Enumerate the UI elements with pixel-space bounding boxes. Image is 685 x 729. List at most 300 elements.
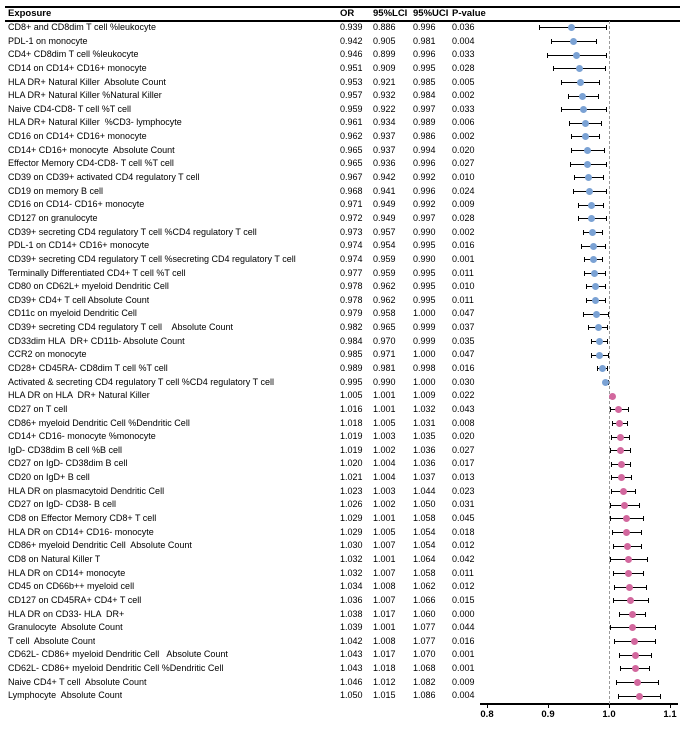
- uci-value: 1.064: [413, 553, 436, 564]
- uci-value: 1.070: [413, 649, 436, 660]
- forest-row: [0, 76, 685, 90]
- uci-value: 0.995: [413, 294, 436, 305]
- forest-row: [0, 430, 685, 444]
- lci-value: 0.970: [373, 335, 396, 346]
- lci-value: 0.959: [373, 253, 396, 264]
- forest-row: [0, 662, 685, 676]
- ci-cap-right: [605, 271, 606, 276]
- ci-cap-left: [586, 284, 587, 289]
- pvalue-value: 0.033: [452, 103, 475, 114]
- or-point: [577, 79, 584, 86]
- ci-cap-left: [584, 257, 585, 262]
- uci-value: 0.992: [413, 199, 436, 210]
- uci-value: 1.036: [413, 444, 436, 455]
- exposure-label: Granulocyte Absolute Count: [8, 622, 123, 633]
- uci-value: 1.054: [413, 540, 436, 551]
- col-header-or: OR: [340, 8, 355, 19]
- forest-row: [0, 567, 685, 581]
- uci-value: 1.086: [413, 690, 436, 701]
- uci-value: 1.050: [413, 499, 436, 510]
- or-point: [584, 161, 591, 168]
- axis-tick-label: 0.8: [480, 709, 494, 720]
- pvalue-value: 0.002: [452, 226, 475, 237]
- exposure-label: CD127 on CD45RA+ CD4+ T cell: [8, 594, 142, 605]
- axis-tick-mark: [670, 704, 671, 708]
- or-value: 0.995: [340, 376, 363, 387]
- exposure-label: CD39+ secreting CD4 regulatory T cell %secreting CD4 regulatory T cell: [8, 253, 296, 264]
- pvalue-value: 0.001: [452, 649, 475, 660]
- or-value: 1.042: [340, 635, 363, 646]
- col-header-lci: 95%LCI: [373, 8, 408, 19]
- exposure-label: CD8 on Effector Memory CD8+ T cell: [8, 513, 157, 524]
- or-point: [595, 324, 602, 331]
- uci-value: 0.996: [413, 22, 436, 32]
- lci-value: 1.001: [373, 622, 396, 633]
- lci-value: 0.922: [373, 103, 396, 114]
- ci-cap-right: [641, 530, 642, 535]
- or-point: [625, 556, 632, 563]
- ci-cap-right: [630, 462, 631, 467]
- uci-value: 0.998: [413, 363, 436, 373]
- or-point: [618, 474, 625, 481]
- ci-cap-left: [591, 353, 592, 358]
- lci-value: 1.007: [373, 567, 396, 578]
- ci-cap-left: [571, 148, 572, 153]
- pvalue-value: 0.002: [452, 131, 475, 142]
- or-point: [631, 638, 638, 645]
- ci-cap-right: [605, 298, 606, 303]
- or-value: 0.978: [340, 294, 363, 305]
- uci-value: 1.035: [413, 431, 436, 442]
- or-point: [573, 52, 580, 59]
- or-value: 0.985: [340, 349, 363, 360]
- lci-value: 0.936: [373, 158, 396, 169]
- pvalue-value: 0.028: [452, 212, 475, 223]
- lci-value: 1.002: [373, 444, 396, 455]
- lci-value: 1.003: [373, 431, 396, 442]
- uci-value: 1.062: [413, 581, 436, 592]
- exposure-label: CD39+ secreting CD4 regulatory T cell %CD4 regulatory T cell: [8, 226, 257, 237]
- or-point: [625, 570, 632, 577]
- ci-cap-left: [551, 39, 552, 44]
- ci-cap-right: [603, 175, 604, 180]
- pvalue-value: 0.023: [452, 485, 475, 496]
- ci-cap-left: [569, 121, 570, 126]
- uci-value: 1.054: [413, 526, 436, 537]
- col-header-uci: 95%UCI: [413, 8, 449, 19]
- ci-cap-left: [583, 312, 584, 317]
- ci-cap-right: [660, 694, 661, 699]
- ci-cap-left: [586, 298, 587, 303]
- ci-cap-left: [611, 462, 612, 467]
- or-value: 0.977: [340, 267, 363, 278]
- axis-tick-label: 0.9: [541, 709, 555, 720]
- lci-value: 1.001: [373, 553, 396, 564]
- or-point: [568, 24, 575, 31]
- pvalue-value: 0.022: [452, 390, 475, 401]
- uci-value: 0.995: [413, 281, 436, 292]
- or-value: 0.962: [340, 131, 363, 142]
- exposure-label: HLA DR on plasmacytoid Dendritic Cell: [8, 485, 165, 496]
- ci-cap-right: [643, 516, 644, 521]
- lci-value: 1.004: [373, 458, 396, 469]
- exposure-label: CD11c on myeloid Dendritic Cell: [8, 308, 137, 319]
- ci-cap-right: [607, 366, 608, 371]
- ci-cap-left: [610, 407, 611, 412]
- pvalue-value: 0.027: [452, 444, 475, 455]
- forest-row: [0, 621, 685, 635]
- exposure-label: IgD- CD38dim B cell %B cell: [8, 444, 123, 455]
- pvalue-value: 0.031: [452, 499, 475, 510]
- lci-value: 0.941: [373, 185, 396, 196]
- lci-value: 1.007: [373, 540, 396, 551]
- lci-value: 0.886: [373, 22, 396, 32]
- lci-value: 1.002: [373, 499, 396, 510]
- ci-cap-left: [610, 448, 611, 453]
- exposure-label: PDL-1 on CD14+ CD16+ monocyte: [8, 240, 150, 251]
- exposure-label: Naive CD4-CD8- T cell %T cell: [8, 103, 132, 114]
- or-value: 0.972: [340, 212, 363, 223]
- ci-cap-right: [603, 203, 604, 208]
- uci-value: 0.992: [413, 172, 436, 183]
- lci-value: 0.899: [373, 49, 396, 60]
- ci-cap-left: [613, 571, 614, 576]
- or-value: 1.038: [340, 608, 363, 619]
- lci-value: 0.949: [373, 199, 396, 210]
- lci-value: 1.005: [373, 417, 396, 428]
- forest-row: [0, 526, 685, 540]
- or-value: 0.974: [340, 253, 363, 264]
- or-value: 0.984: [340, 335, 363, 346]
- forest-row: [0, 62, 685, 76]
- or-value: 0.978: [340, 281, 363, 292]
- ci-cap-left: [571, 134, 572, 139]
- ci-cap-left: [619, 653, 620, 658]
- pvalue-value: 0.011: [452, 294, 474, 305]
- or-value: 1.032: [340, 567, 363, 578]
- forest-row: [0, 21, 685, 35]
- lci-value: 0.957: [373, 226, 396, 237]
- or-value: 1.030: [340, 540, 363, 551]
- exposure-label: HLA DR on CD33- HLA DR+: [8, 608, 125, 619]
- lci-value: 0.971: [373, 349, 396, 360]
- exposure-label: Terminally Differentiated CD4+ T cell %T cell: [8, 267, 186, 278]
- or-point: [620, 488, 627, 495]
- pvalue-value: 0.011: [452, 567, 474, 578]
- exposure-label: CD62L- CD86+ myeloid Dendritic Cell %Dendritic Cell: [8, 663, 224, 674]
- uci-value: 0.986: [413, 131, 436, 142]
- ci-cap-left: [553, 66, 554, 71]
- or-point: [636, 693, 643, 700]
- forest-row: [0, 608, 685, 622]
- forest-row: [0, 376, 685, 390]
- ci-cap-left: [573, 189, 574, 194]
- exposure-label: HLA DR+ Natural Killer Absolute Count: [8, 76, 166, 87]
- forest-row: [0, 635, 685, 649]
- ci-cap-right: [599, 134, 600, 139]
- pvalue-value: 0.001: [452, 663, 475, 674]
- uci-value: 0.996: [413, 49, 436, 60]
- lci-value: 1.008: [373, 635, 396, 646]
- lci-value: 0.921: [373, 76, 396, 87]
- ci-cap-right: [648, 598, 649, 603]
- ci-cap-left: [588, 325, 589, 330]
- or-point: [585, 174, 592, 181]
- lci-value: 1.001: [373, 390, 396, 401]
- pvalue-value: 0.005: [452, 76, 475, 87]
- ci-cap-left: [614, 585, 615, 590]
- exposure-label: HLA DR+ Natural Killer %Natural Killer: [8, 90, 162, 101]
- exposure-label: Naive CD4+ T cell Absolute Count: [8, 676, 147, 687]
- or-point: [590, 256, 597, 263]
- pvalue-value: 0.020: [452, 431, 475, 442]
- ci-cap-right: [602, 230, 603, 235]
- lci-value: 1.017: [373, 608, 396, 619]
- or-point: [623, 515, 630, 522]
- or-point: [609, 393, 616, 400]
- exposure-label: CD19 on memory B cell: [8, 185, 104, 196]
- exposure-label: PDL-1 on monocyte: [8, 35, 88, 46]
- uci-value: 1.077: [413, 635, 436, 646]
- exposure-label: CD28+ CD45RA- CD8dim T cell %T cell: [8, 363, 168, 373]
- forest-row: [0, 553, 685, 567]
- or-value: 1.043: [340, 663, 363, 674]
- uci-value: 1.077: [413, 622, 436, 633]
- uci-value: 0.996: [413, 158, 436, 169]
- ci-cap-left: [591, 339, 592, 344]
- ci-cap-right: [608, 353, 609, 358]
- or-point: [588, 202, 595, 209]
- uci-value: 0.996: [413, 185, 436, 196]
- pvalue-value: 0.008: [452, 417, 475, 428]
- forest-row: [0, 580, 685, 594]
- ci-cap-left: [570, 162, 571, 167]
- or-value: 0.961: [340, 117, 363, 128]
- lci-value: 0.962: [373, 281, 396, 292]
- or-value: 0.957: [340, 90, 363, 101]
- forest-row: [0, 648, 685, 662]
- pvalue-value: 0.030: [452, 376, 475, 387]
- or-point: [627, 597, 634, 604]
- pvalue-value: 0.012: [452, 540, 475, 551]
- or-value: 0.973: [340, 226, 363, 237]
- or-point: [624, 543, 631, 550]
- or-value: 1.026: [340, 499, 363, 510]
- lci-value: 0.909: [373, 62, 396, 73]
- axis-tick-mark: [487, 704, 488, 708]
- forest-row: [0, 89, 685, 103]
- uci-value: 0.999: [413, 322, 436, 333]
- ci-cap-left: [611, 489, 612, 494]
- forest-row: [0, 594, 685, 608]
- or-value: 0.939: [340, 22, 363, 32]
- exposure-label: CD80 on CD62L+ myeloid Dendritic Cell: [8, 281, 169, 292]
- pvalue-value: 0.024: [452, 185, 475, 196]
- or-point: [629, 624, 636, 631]
- or-value: 1.021: [340, 472, 363, 483]
- lci-value: 0.934: [373, 117, 396, 128]
- uci-value: 1.044: [413, 485, 436, 496]
- or-point: [593, 311, 600, 318]
- ci-cap-right: [630, 448, 631, 453]
- exposure-label: CD86+ myeloid Dendritic Cell %Dendritic Cell: [8, 417, 190, 428]
- pvalue-value: 0.044: [452, 622, 475, 633]
- ci-cap-right: [607, 339, 608, 344]
- uci-value: 0.989: [413, 117, 436, 128]
- forest-row: [0, 171, 685, 185]
- exposure-label: CD39+ secreting CD4 regulatory T cell Absolute Count: [8, 322, 234, 333]
- or-point: [579, 93, 586, 100]
- or-value: 1.050: [340, 690, 363, 701]
- forest-row: [0, 444, 685, 458]
- ci-cap-left: [610, 625, 611, 630]
- pvalue-value: 0.016: [452, 363, 475, 373]
- ci-cap-right: [604, 148, 605, 153]
- or-value: 0.979: [340, 308, 363, 319]
- forest-row: [0, 485, 685, 499]
- ci-cap-right: [651, 653, 652, 658]
- ci-cap-right: [629, 435, 630, 440]
- or-value: 0.965: [340, 144, 363, 155]
- or-point: [592, 283, 599, 290]
- ci-cap-right: [658, 680, 659, 685]
- pvalue-value: 0.015: [452, 594, 475, 605]
- lci-value: 1.017: [373, 649, 396, 660]
- ci-cap-left: [578, 203, 579, 208]
- or-value: 1.029: [340, 526, 363, 537]
- uci-value: 1.009: [413, 390, 436, 401]
- forest-row: [0, 157, 685, 171]
- pvalue-value: 0.011: [452, 267, 474, 278]
- lci-value: 0.990: [373, 376, 396, 387]
- exposure-label: CD14 on CD14+ CD16+ monocyte: [8, 62, 147, 73]
- or-value: 0.942: [340, 35, 363, 46]
- pvalue-value: 0.004: [452, 690, 475, 701]
- exposure-label: CD86+ myeloid Dendritic Cell Absolute Count: [8, 540, 192, 551]
- ci-cap-right: [606, 25, 607, 30]
- forest-row: [0, 130, 685, 144]
- ci-cap-right: [627, 421, 628, 426]
- forest-row: [0, 294, 685, 308]
- exposure-label: T cell Absolute Count: [8, 635, 96, 646]
- pvalue-value: 0.042: [452, 553, 475, 564]
- ci-cap-right: [608, 312, 609, 317]
- ci-cap-right: [639, 503, 640, 508]
- ci-cap-right: [606, 189, 607, 194]
- forest-row: [0, 144, 685, 158]
- ci-cap-left: [610, 516, 611, 521]
- uci-value: 0.990: [413, 253, 436, 264]
- or-value: 1.020: [340, 458, 363, 469]
- lci-value: 0.949: [373, 212, 396, 223]
- or-point: [596, 338, 603, 345]
- pvalue-value: 0.033: [452, 49, 475, 60]
- or-point: [632, 652, 639, 659]
- lci-value: 0.942: [373, 172, 396, 183]
- exposure-label: CD39+ CD4+ T cell Absolute Count: [8, 294, 150, 305]
- exposure-label: CD27 on IgD- CD38dim B cell: [8, 458, 128, 469]
- forest-row: [0, 280, 685, 294]
- or-point: [599, 365, 606, 372]
- ci-cap-left: [539, 25, 540, 30]
- pvalue-value: 0.009: [452, 199, 475, 210]
- or-value: 1.023: [340, 485, 363, 496]
- ci-cap-left: [620, 666, 621, 671]
- or-value: 1.019: [340, 444, 363, 455]
- pvalue-value: 0.002: [452, 90, 475, 101]
- uci-value: 0.995: [413, 62, 436, 73]
- exposure-label: HLA DR on HLA DR+ Natural Killer: [8, 390, 150, 401]
- uci-value: 1.000: [413, 376, 436, 387]
- lci-value: 0.937: [373, 131, 396, 142]
- or-value: 1.005: [340, 390, 363, 401]
- pvalue-value: 0.047: [452, 308, 475, 319]
- lci-value: 0.962: [373, 294, 396, 305]
- lci-value: 0.965: [373, 322, 396, 333]
- forest-row: [0, 239, 685, 253]
- forest-row: [0, 267, 685, 281]
- uci-value: 1.058: [413, 567, 436, 578]
- lci-value: 1.001: [373, 513, 396, 524]
- ci-cap-right: [628, 407, 629, 412]
- ci-cap-right: [605, 284, 606, 289]
- uci-value: 1.036: [413, 458, 436, 469]
- forest-row: [0, 226, 685, 240]
- uci-value: 0.994: [413, 144, 436, 155]
- pvalue-value: 0.010: [452, 172, 475, 183]
- pvalue-value: 0.045: [452, 513, 475, 524]
- or-value: 1.029: [340, 513, 363, 524]
- exposure-label: Activated & secreting CD4 regulatory T cell %CD4 regulatory T cell: [8, 376, 274, 387]
- ci-cap-left: [610, 503, 611, 508]
- or-point: [616, 420, 623, 427]
- ci-cap-right: [606, 216, 607, 221]
- exposure-label: CD14+ CD16- monocyte %monocyte: [8, 431, 156, 442]
- lci-value: 0.905: [373, 35, 396, 46]
- forest-row: [0, 348, 685, 362]
- table-header: [0, 7, 685, 20]
- or-point: [592, 297, 599, 304]
- pvalue-value: 0.013: [452, 472, 475, 483]
- forest-row: [0, 212, 685, 226]
- forest-row: [0, 253, 685, 267]
- uci-value: 0.999: [413, 335, 436, 346]
- ci-cap-left: [611, 475, 612, 480]
- or-point: [570, 38, 577, 45]
- ci-cap-right: [655, 625, 656, 630]
- exposure-label: CD8 on Natural Killer T: [8, 553, 101, 564]
- axis-line: [480, 703, 678, 705]
- forest-row: [0, 676, 685, 690]
- or-value: 0.974: [340, 240, 363, 251]
- forest-row: [0, 512, 685, 526]
- ci-cap-right: [645, 612, 646, 617]
- uci-value: 1.060: [413, 608, 436, 619]
- lci-value: 1.018: [373, 663, 396, 674]
- or-value: 0.965: [340, 158, 363, 169]
- exposure-label: CD33dim HLA DR+ CD11b- Absolute Count: [8, 335, 185, 346]
- pvalue-value: 0.037: [452, 322, 475, 333]
- uci-value: 0.981: [413, 35, 436, 46]
- exposure-label: CD14+ CD16+ monocyte Absolute Count: [8, 144, 175, 155]
- exposure-label: CD4+ CD8dim T cell %leukocyte: [8, 49, 139, 60]
- ci-cap-right: [602, 257, 603, 262]
- pvalue-value: 0.018: [452, 526, 475, 537]
- forest-row: [0, 321, 685, 335]
- or-value: 1.039: [340, 622, 363, 633]
- exposure-label: CD27 on IgD- CD38- B cell: [8, 499, 117, 510]
- lci-value: 1.012: [373, 676, 396, 687]
